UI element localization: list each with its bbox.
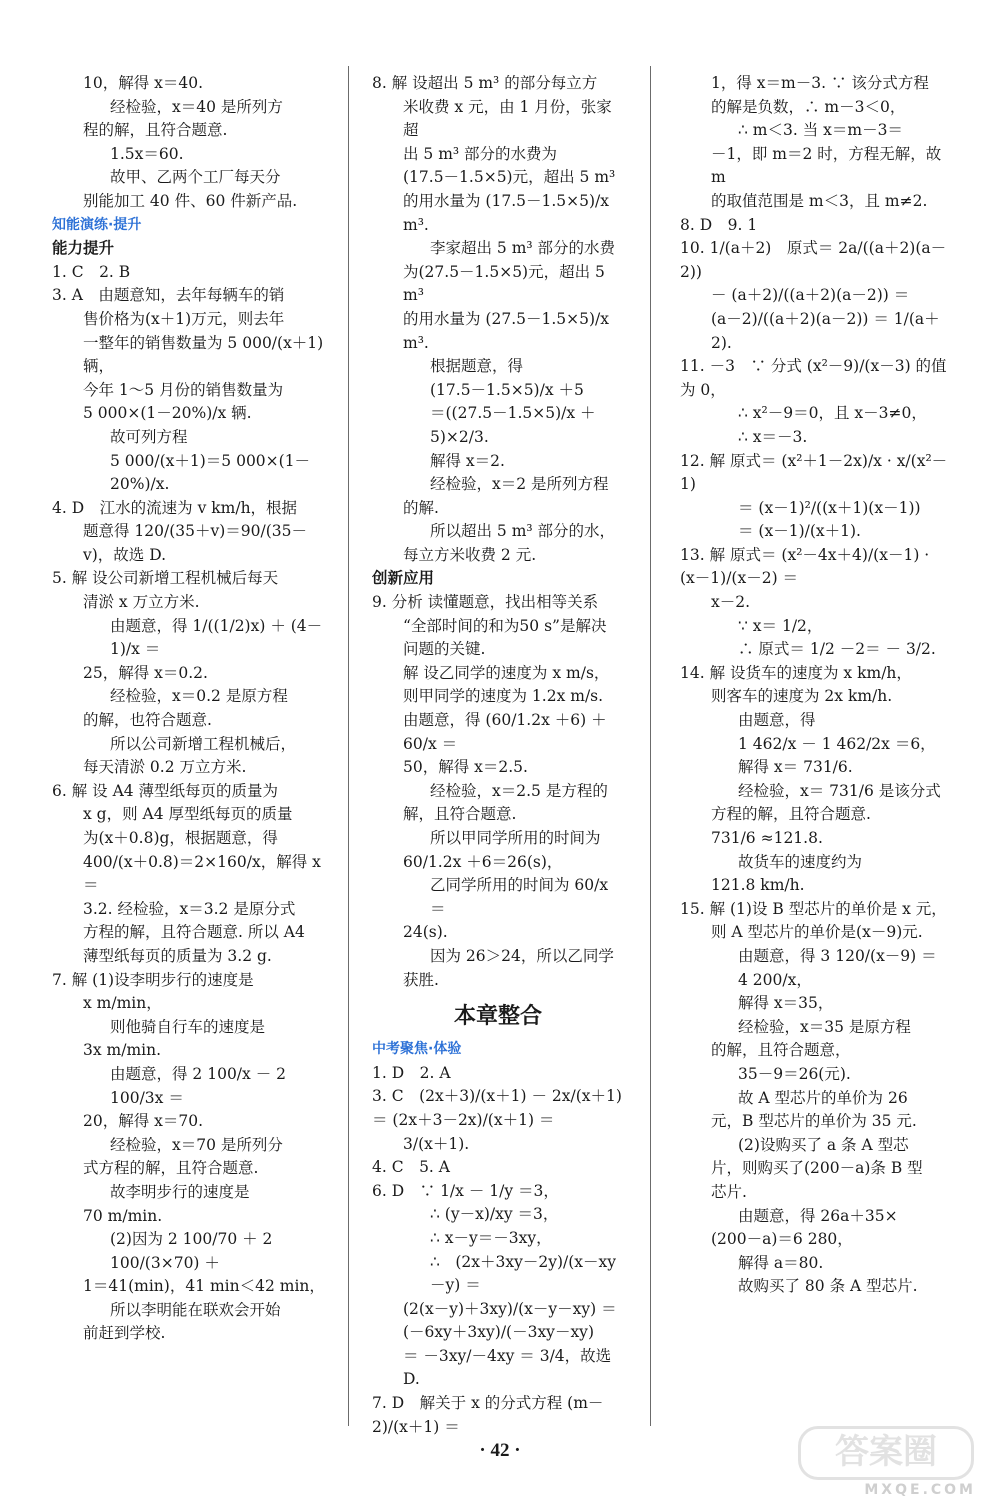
section-heading: 中考聚焦·体验 — [372, 1041, 462, 1058]
section-heading: 创新应用 — [372, 569, 435, 588]
text-line: 14. 解 设货车的速度为 x km/h， — [680, 663, 912, 682]
text-line: 经检验，x＝2 是所列方程 — [430, 475, 609, 494]
text-line: 8. D 9. 1 — [680, 215, 758, 234]
text-line: 出 5 m³ 部分的水费为 — [403, 144, 558, 163]
text-line: 经检验，x＝ 731/6 是该分式 — [738, 781, 941, 800]
text-line: ∴ x－y＝－3xy， — [430, 1228, 552, 1247]
text-line: 的解. — [403, 498, 439, 517]
text-line: 故可列方程 — [110, 427, 188, 446]
text-line: (2(x－y)＋3xy)/(x－y－xy) ＝ (－6xy＋3xy)/(－3xy－xy) — [403, 1299, 622, 1342]
text-line: 1 462/x － 1 462/2x ＝6， — [738, 734, 936, 753]
text-line: 731/6 ≈121.8. — [711, 829, 823, 847]
text-line: 故货车的速度约为 — [738, 852, 863, 871]
text-line: 1. C 2. B — [52, 262, 131, 281]
text-line: 今年 1～5 月份的销售数量为 — [83, 380, 284, 399]
text-line: x g，则 A4 厚型纸每页的质量 — [83, 805, 293, 824]
text-line: 50，解得 x＝2.5. — [403, 758, 528, 777]
text-line: 前赶到学校. — [83, 1324, 166, 1343]
text-line: 的用水量为 (27.5－1.5×5)/x m³. — [403, 309, 614, 352]
text-line: “全部时间的和为50 s”是解决 — [403, 616, 607, 635]
text-line: 10，解得 x＝40. — [83, 74, 204, 92]
text-line: 由题意，得 2 100/x － 2 100/3x ＝ — [110, 1064, 291, 1107]
text-line: 由题意，得 26a＋35× — [738, 1206, 898, 1225]
text-line: 方程的解，且符合题意. 所以 A4 — [83, 923, 305, 942]
text-line: 70 m/min. — [83, 1206, 163, 1225]
text-line: (a－2)/((a＋2)(a－2)) ＝ 1/(a＋2). — [711, 309, 940, 352]
text-line: 解得 x＝ 731/6. — [738, 758, 853, 777]
text-line: 所以李明能在联欢会开始 — [110, 1300, 281, 1319]
text-line: 1＝41(min)，41 min＜42 min， — [83, 1277, 325, 1296]
text-line: 故购买了 80 条 A 型芯片. — [738, 1277, 918, 1296]
text-line: 每天清淤 0.2 万立方米. — [83, 758, 247, 777]
text-line: 片，则购买了(200－a)条 B 型 — [711, 1159, 923, 1178]
text-line: 故甲、乙两个工厂每天分 — [110, 168, 281, 187]
text-line: 乙同学所用的时间为 60/x ＝ — [430, 876, 614, 918]
text-line: ∴ 原式＝ 1/2 －2＝ － 3/2. — [738, 640, 936, 659]
text-line: 1，得 x＝m－3. ∵ 该分式方程 — [711, 74, 929, 92]
text-line: 解 设乙同学的速度为 x m/s， — [403, 663, 610, 682]
text-line: 35－9＝26(元). — [738, 1064, 851, 1083]
text-line: 7. 解 (1)设李明步行的速度是 — [52, 970, 254, 989]
page-number: · 42 · — [479, 1440, 521, 1461]
text-line: 经检验，x＝40 是所列方 — [110, 97, 283, 116]
text-line: 问题的关键. — [403, 640, 486, 659]
text-line: 8. 解 设超出 5 m³ 的部分每立方 — [372, 74, 598, 92]
text-line: 10. 1/(a＋2) 原式＝ 2a/((a＋2)(a－2)) — [680, 239, 947, 281]
text-line: 则甲同学的速度为 1.2x m/s. — [403, 687, 604, 706]
text-line: 解得 x＝2. — [430, 451, 505, 470]
text-line: 3x m/min. — [83, 1041, 162, 1060]
text-line: 1.5x＝60. — [110, 144, 184, 163]
text-line: 3.2. 经检验，x＝3.2 是原分式 — [83, 899, 296, 918]
text-line: 15. 解 (1)设 B 型芯片的单价是 x 元， — [680, 899, 947, 918]
text-line: ∴ x²－9＝0，且 x－3≠0， — [738, 404, 927, 423]
text-line: ∴ (2x＋3xy－2y)/(x－xy－y) ＝ — [430, 1252, 617, 1295]
text-line: －1，即 m＝2 时，方程无解，故 m — [711, 144, 947, 187]
text-line: (17.5－1.5×5)/x ＋5 — [430, 380, 584, 399]
text-line: 经检验，x＝70 是所列分 — [110, 1135, 283, 1154]
text-line: 6. D ∵ 1/x － 1/y ＝3， — [372, 1181, 559, 1200]
text-line: 的解，也符合题意. — [83, 711, 212, 730]
section-heading: 能力提升 — [52, 239, 115, 258]
text-line: 为(x＋0.8)g，根据题意，得 — [83, 829, 278, 847]
text-line: ＝ (x－1)²/((x＋1)(x－1)) — [738, 498, 921, 517]
watermark-logo — [792, 1426, 982, 1500]
text-line: 13. 解 原式＝ (x²－4x＋4)/(x－1) · (x－1)/(x－2) ＝ — [680, 545, 935, 588]
text-line: 的解，且符合题意， — [711, 1041, 851, 1060]
text-line: 的解是负数，∴ m－3＜0， — [711, 97, 906, 116]
text-line: 3. C (2x＋3)/(x＋1) － 2x/(x＋1) ＝ (2x＋3－2x)/(x＋1) ＝ — [372, 1087, 627, 1129]
text-line: 所以公司新增工程机械后， — [110, 734, 297, 753]
text-line: 芯片. — [711, 1182, 747, 1201]
text-line: (2)设购买了 a 条 A 型芯 — [738, 1135, 909, 1154]
text-line: (200－a)＝6 280， — [711, 1230, 853, 1249]
watermark-url: MXQE.COM — [864, 1482, 976, 1498]
text-line: 由题意，得 (60/1.2x ＋6) ＋ 60/x ＝ — [403, 711, 612, 753]
text-line: 清淤 x 万立方米. — [83, 593, 200, 612]
text-line: ＝((27.5－1.5×5)/x ＋5)×2/3. — [430, 404, 596, 446]
text-line: 121.8 km/h. — [711, 876, 805, 895]
text-line: 方程的解，且符合题意. — [711, 805, 871, 824]
text-line: 11. －3 ∵ 分式 (x²－9)/(x－3) 的值为 0， — [680, 357, 947, 399]
text-line: 4. C 5. A — [372, 1158, 450, 1177]
section-heading: 知能演练·提升 — [52, 216, 142, 233]
text-line: 7. D 解关于 x 的分式方程 (m－2)/(x＋1) ＝ — [372, 1394, 604, 1436]
text-line: x－2. — [711, 593, 751, 612]
text-line: (2)因为 2 100/70 ＋ 2 100/(3×70) ＋ — [110, 1230, 278, 1272]
text-line: 则客车的速度为 2x km/h. — [711, 687, 893, 706]
text-line: 薄型纸每页的质量为 3.2 g. — [83, 946, 272, 965]
text-line: 经检验，x＝35 是原方程 — [738, 1017, 911, 1036]
text-line: 9. 分析 读懂题意，找出相等关系 — [372, 593, 599, 612]
text-line: － (a＋2)/((a＋2)(a－2)) ＝ — [711, 286, 910, 305]
text-line: 根据题意，得 — [430, 357, 524, 376]
text-line: 故 A 型芯片的单价为 26 — [738, 1088, 908, 1107]
column-divider-2 — [650, 66, 651, 1426]
text-line: 解得 x＝35， — [738, 994, 834, 1013]
text-line: 所以超出 5 m³ 部分的水， — [430, 522, 616, 541]
text-line: 由题意，得 3 120/(x－9) ＝ 4 200/x， — [738, 946, 942, 989]
text-line: 一整年的销售数量为 5 000/(x＋1) 辆， — [83, 333, 329, 376]
text-line: 获胜. — [403, 970, 439, 989]
text-line: 24(s). — [403, 923, 448, 942]
text-line: 1. D 2. A — [372, 1063, 451, 1082]
text-line: 12. 解 原式＝ (x²＋1－2x)/x · x/(x²－1) — [680, 451, 948, 494]
text-line: 经检验，x＝2.5 是方程的 — [430, 781, 608, 800]
answer-column-3 — [680, 72, 948, 1299]
text-line: 故李明步行的速度是 — [110, 1182, 250, 1201]
text-line: 所以甲同学所用的时间为 — [430, 829, 601, 847]
text-line: 元，B 型芯片的单价为 35 元. — [711, 1112, 917, 1131]
text-line: 题意得 120/(35＋v)＝90/(35－v)，故选 D. — [83, 522, 308, 564]
text-line: ＝ (x－1)/(x＋1). — [738, 522, 861, 541]
text-line: 售价格为(x＋1)万元，则去年 — [83, 309, 285, 328]
text-line: 则 A 型芯片的单价是(x－9)元. — [711, 923, 923, 942]
text-line: 别能加工 40 件、60 件新产品. — [83, 191, 298, 210]
text-line: 解得 a＝80. — [738, 1253, 824, 1272]
text-line: ＝ －3xy/－4xy ＝ 3/4，故选 D. — [403, 1346, 617, 1389]
text-line: 经检验，x＝0.2 是原方程 — [110, 687, 288, 706]
text-line: 4. D 江水的流速为 v km/h，根据 — [52, 498, 298, 517]
text-line: 程的解，且符合题意. — [83, 121, 228, 140]
text-line: 的取值范围是 m＜3，且 m≠2. — [711, 191, 928, 210]
text-line: 的用水量为 (17.5－1.5×5)/x m³. — [403, 191, 614, 234]
text-line: ∴ x＝－3. — [738, 427, 808, 446]
text-line: 20，解得 x＝70. — [83, 1112, 204, 1131]
text-line: ∵ x＝ 1/2， — [738, 616, 823, 635]
text-line: 式方程的解，且符合题意. — [83, 1159, 259, 1178]
text-line: x m/min， — [83, 994, 162, 1013]
text-line: 每立方米收费 2 元. — [403, 545, 537, 564]
text-line: 则他骑自行车的速度是 — [110, 1017, 266, 1036]
text-line: 3/(x＋1). — [403, 1134, 470, 1153]
text-line: 5 000×(1－20%)/x 辆. — [83, 404, 252, 423]
text-line: 李家超出 5 m³ 部分的水费 — [430, 239, 616, 258]
text-line: 5. 解 设公司新增工程机械后每天 — [52, 569, 279, 588]
watermark-logo-mark: 答案圈 — [798, 1426, 974, 1480]
column-divider-1 — [348, 66, 349, 1426]
text-line: (17.5－1.5×5)元，超出 5 m³ — [403, 168, 616, 187]
text-line: 米收费 x 元，由 1 月份，张家超 — [403, 97, 612, 140]
text-line: ∴ (y－x)/xy ＝3， — [430, 1205, 559, 1224]
text-line: 由题意，得 1/((1/2)x) ＋ (4－1)/x ＝ — [110, 616, 323, 659]
text-line: 由题意，得 — [738, 711, 816, 730]
text-line: 6. 解 设 A4 薄型纸每页的质量为 — [52, 781, 279, 800]
text-line: 解，且符合题意. — [403, 805, 517, 824]
text-line: 25，解得 x＝0.2. — [83, 663, 208, 682]
answer-column-2 — [372, 72, 627, 1439]
section-heading: 本章整合 — [453, 1004, 542, 1030]
text-line: 60/1.2x ＋6＝26(s)， — [403, 852, 563, 871]
answer-column-1 — [52, 72, 328, 1346]
text-line: 因为 26＞24，所以乙同学 — [430, 946, 614, 965]
text-line: 3. A 由题意知，去年每辆车的销 — [52, 286, 285, 305]
text-line: ∴ m＜3. 当 x＝m－3＝ — [738, 121, 903, 140]
text-line: 400/(x＋0.8)＝2×160/x，解得 x＝ — [83, 852, 321, 895]
text-line: 为(27.5－1.5×5)元，超出 5 m³ — [403, 262, 610, 305]
text-line: 5 000/(x＋1)＝5 000×(1－20%)/x. — [110, 451, 311, 494]
